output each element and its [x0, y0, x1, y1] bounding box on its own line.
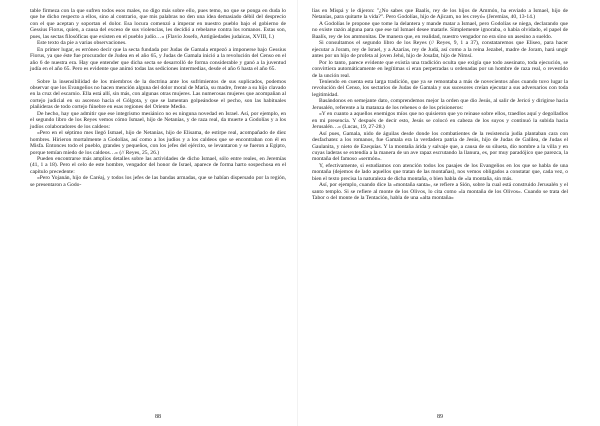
paragraph: Si consultamos el segundo libro de los Reyes (// Reyes, 9, 1 a 37), constataremos que Eliseo, para hacer ejecutar a Joram, rey de Israel, y a Azarías, rey de Judá, así como a la reina Jezabel, madre de Joram, hará ungir antes por un hijo de profeta al joven Jehú, hijo de Josafat, hijo de Nimsí. — [312, 40, 568, 60]
paragraph: Sobre la insensibilidad de los miembros de la doctrina ante los sufrimientos de sus suplicados, podemos observar que los Evangelios no hacen mención alguna del dolor moral de María, su madre, frente a su hijo clavado en la cruz del escarnio. Ella está allí, sin más, con algunas otras mujeres. Las numerosas mujeres que acompañan al cortejo judicial en su ascenso hacia el Gólgota, y que se lamentan golpeándose el pecho, son las habituales plañideras de todo cortejo fúnebre en esas regiones del Oriente Medio. — [30, 78, 286, 111]
paragraph: Basándonos en semejante dato, comprendemos mejor la orden que dio Jesús, al salir de Jericó y dirigirse hacia Jerusalén, referente a la matanza de los rehenes o de los prisioneros: — [312, 98, 568, 111]
paragraph: table firmeza con la que sufren todos esos males, no digo más sobre ello, pues temo, no que se ponga en duda lo que he dicho respecto a ellos, sino al contrario, que mis palabras no den una idea demasiado débil del desprecio con el que aceptan y soportan el dolor. Esa locura comenzó a imperar en nuestro pueblo bajo el gobierno de Gessius Florus, quien, a causa del exceso de sus violencias, les decidió a rebelarse contra los romanos. Estas son, pues, las sectas filosóficas que existen en el pueblo judío…» (Flavio Josefo, Antigüedades judaicas, XVIII, I.) — [30, 8, 286, 40]
paragraph: En primer lugar, es erróneo decir que la secta fundada por Judas de Gamala empezó a imponerse bajo Gessius Florus, ya que éste fue procurador de Judea en el año 65, y Judas de Gamala inició a la revolución del Censo en el año 6 de nuestra era. Hay que entender que dicha secta se desarrolló de forma considerable y ganó a la juventud judía en el año 65. Pero es evidente que animó todas las sediciones intermedias, desde el año 6 hasta el año 65. — [30, 46, 286, 73]
page-number: 88 — [155, 414, 161, 420]
page-number: 89 — [437, 414, 443, 420]
paragraph: Este texto da pie a varias observaciones. — [37, 40, 127, 47]
quote-paragraph: «Pero en el séptimo mes llegó Ismael, hijo de Netanías, hijo de Elisama, de estirpe real, acompañado de diez hombres. Hirieron mortalmente a Godolías, así como a los judíos y a los caldeos que se encontraban con él en Misfa. Entonces todo el pueblo, grandes y pequeños, con los jefes del ejército, se levantaron y se fueron a Egipto, porque temían miedo de los caldeos…» (// Reyes, 25, 26.) — [30, 130, 286, 156]
paragraph: Así pues, Gamala, nido de águilas desde donde los combatientes de la resistencia judía plantaban cara con desfachatez a los romanos, fue Gamala era la verdadera patria de Jesús, hijo de Judas de Galilea, de Judas el Gaulanita, y nieto de Ezequías. Y la montaña árida y salvaje que, a causa de su silueta, dio nombre a la villa y en cuyas laderas se extendía a la manera de un ave rapaz escrutando la llanura, es, por muy paradójico que parezca, la montaña del famoso «sermón». — [312, 130, 568, 163]
paragraph: Por lo tanto, parece evidente que existía una tradición oculta que exigía que todo asesinato, toda ejecución, se convirtiera automáticamente en legítimas si eran perpetradas u ordenadas por un hombre de raza real, o revestido de la unción real. — [312, 59, 568, 79]
left-page — [30, 8, 286, 420]
quote-paragraph: «Pero Yojanán, hijo de Caréaj, y todos los jefes de las bandas armadas, que se habían dispersado por la región, se presentaron a Godo- — [30, 175, 286, 188]
paragraph: lías en Mispá y le dijeron: "¿No sabes que Baalís, rey de los hijos de Ammón, ha enviado a Ismael, hijo de Netanías, para quitarte la vida?". Pero Godolías, hijo de Ajicam, no les creyó» (Jeremías, 40, 13-14.) — [312, 8, 568, 21]
paragraph: Así, por ejemplo, cuando dice la «montaña santa», se refiere a Sión, sobre la cual está construido Jerusalén y el santo templo. Si se refiere al monte de los Olivos, lo cita como «la montaña de los Olivos». Cuando se trata del Tabor o del monte de la Tentación, habla de una «alta montaña» — [312, 182, 568, 202]
paragraph: A Godolías le propone que tome la delantera y mande matar a Ismael, pero Godolías se niega, declarando que no existe razón alguna para que ese tal Ismael desee matarle. Simplemente ignoraba, o había olvidado, el papel de Baalís, rey de los ammonitas. De manera que, en realidad, nuestro vengador no era sino un asesino a sueldo. — [312, 20, 568, 40]
left-page-text — [30, 8, 286, 188]
paragraph: Teniendo en cuenta esta larga tradición, que ya se remontaba a más de novecientos años cuando tuvo lugar la revolución del Censo, los sectarios de Judas de Gamala y sus sucesores creían ejecutar a sus adversarios con toda legitimidad. — [312, 78, 568, 98]
paragraph: De hecho, hay que admitir que ese integrismo mesiánico no es ninguna novedad en Israel. Así, por ejemplo, en el segundo libro de los Reyes vemos cómo Ismael, hijo de Netanías, y de raza real, da muerte a Godolías y a los judíos colaboradores de los caldeos: — [30, 110, 286, 130]
paragraph: Pueden encontrarse más amplios detalles sobre las actividades de dicho Ismael, sólo entre reales, en Jeremías (41, 1 a 18). Pero el celo de este hombre, vengador del honor de Israel, aparece de forma harto sospechosa en el capítulo precedente: — [30, 155, 286, 175]
page-gutter — [297, 0, 298, 426]
quote-paragraph: «Y en cuanto a aquellos enemigos míos que no quisieron que yo reinase sobre ellos, traedlos aquí y degolladlos en mi presencia. Y después de decir esto, Jesús se colocó en cabeza de los suyos y continuó la subida hacia Jerusalén…» (Lucas, 19, 27-28.) — [312, 111, 568, 131]
right-page-text — [312, 8, 568, 202]
right-page — [312, 8, 568, 420]
paragraph: Y, efectivamente, si estudiamos con atención todos los pasajes de los Evangelios en los que se habla de una montaña (dejemos de lado aquellos que tratan de las montañas), nos vemos obligados a constatar que, cada vez, o bien el texto precisa la naturaleza de dicha montaña, o bien habla de «la montaña, sin más. — [312, 162, 568, 182]
